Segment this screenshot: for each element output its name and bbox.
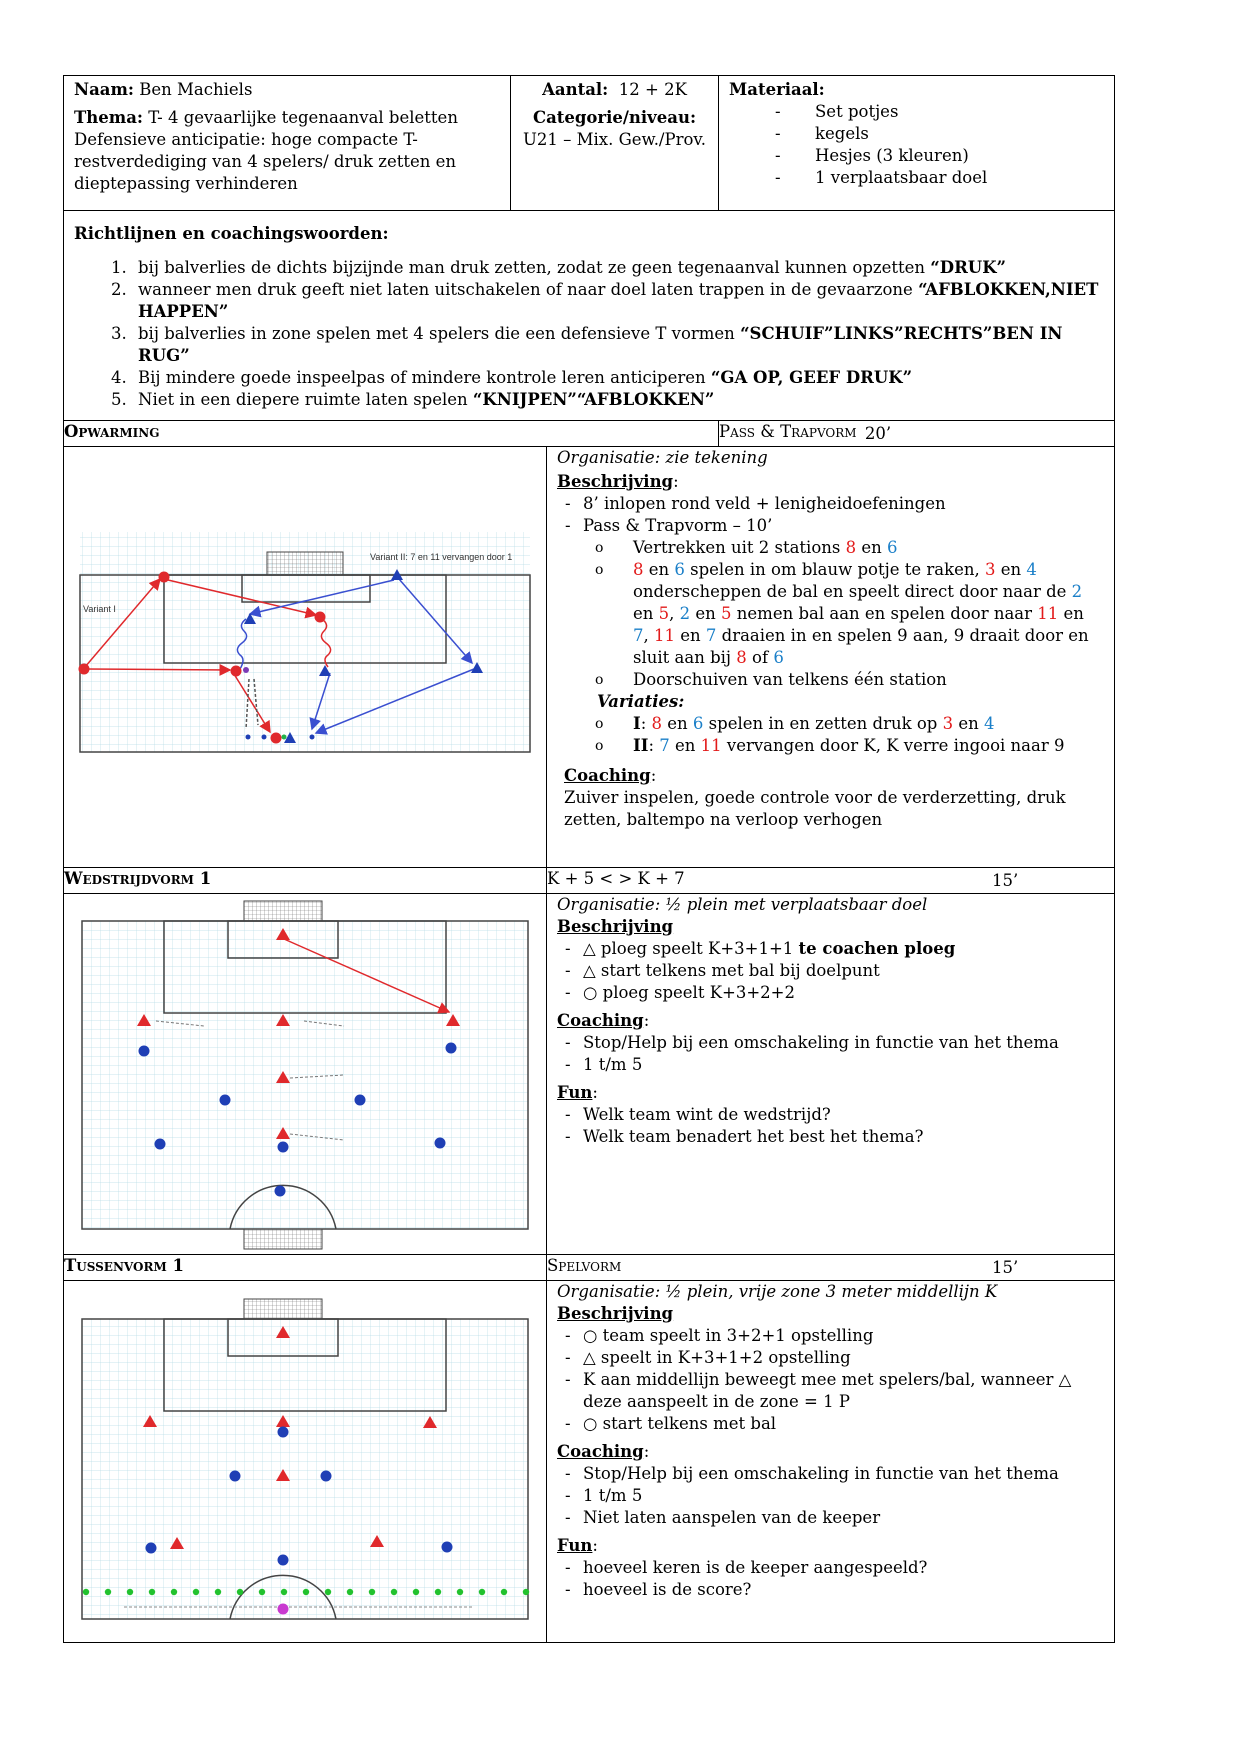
guidelines-cell bbox=[64, 211, 1115, 421]
variaties-list bbox=[557, 713, 1104, 757]
warmup-form: Pass & Trapvorm bbox=[719, 422, 857, 441]
guideline-item bbox=[132, 389, 1104, 411]
materiaal-item: - kegels bbox=[775, 123, 1104, 145]
match1-fun-list bbox=[557, 1104, 1104, 1148]
categorie-label: Categorie/niveau: bbox=[532, 108, 697, 127]
tussen1-coaching-item: - 1 t/m 5 bbox=[565, 1485, 1104, 1507]
guideline-keyword: “AFBLOKKEN,NIET HAPPEN” bbox=[138, 280, 1099, 321]
warmup-subitem: o Vertrekken uit 2 stations 8 en 6 bbox=[595, 537, 1104, 559]
materiaal-item: - Hesjes (3 kleuren) bbox=[775, 145, 1104, 167]
warmup-subitem: o 8 en 6 spelen in om blauw potje te raken, 3 en 4 onderscheppen de bal en speelt direct door naar de 2 en 5, 2 en 5 nemen bal aan en spelen door naar 11 en 7, 11 en 7 draaien in en spelen 9 aan, 9 draait door en sluit aan bij 8 of 6 bbox=[595, 559, 1104, 669]
tussen1-form-cell bbox=[547, 1255, 1115, 1281]
guideline-text: Bij mindere goede inspeelpas of mindere kontrole leren anticiperen bbox=[138, 368, 711, 387]
warmup-coaching-text: Zuiver inspelen, goede controle voor de verderzetting, druk zetten, baltempo na verloop verhogen bbox=[564, 788, 1066, 829]
match1-coaching-item: - Stop/Help bij een omschakeling in functie van het thema bbox=[565, 1032, 1104, 1054]
variatie-item: o II: 7 en 11 vervangen door K, K verre ingooi naar 9 bbox=[595, 735, 1104, 757]
thema-value: T- 4 gevaarlijke tegenaanval beletten Defensieve anticipatie: hoge compacte T-restverdediging van 4 spelers/ druk zetten en dieptepassing verhinderen bbox=[74, 108, 458, 193]
materiaal-label: Materiaal: bbox=[729, 80, 825, 99]
warmup-sublist bbox=[557, 537, 1104, 691]
match1-organisatie: Organisatie: ½ plein met verplaatsbaar doel bbox=[557, 895, 928, 914]
warmup-diagram bbox=[64, 447, 546, 867]
match1-list bbox=[557, 938, 1104, 1004]
cone bbox=[310, 735, 315, 740]
guideline-text: wanneer men druk geeft niet laten uitschakelen of naar doel laten trappen in de gevaarzone bbox=[138, 280, 919, 299]
guideline-item bbox=[132, 257, 1104, 279]
warmup-diagram-cell bbox=[64, 447, 547, 868]
player-red bbox=[315, 612, 326, 623]
tussen1-fun-item: - hoeveel is de score? bbox=[565, 1579, 1104, 1601]
tussen1-organisatie: Organisatie: ½ plein, vrije zone 3 meter middellijn K bbox=[557, 1282, 998, 1301]
match1-title: Wedstrijdvorm 1 bbox=[64, 868, 547, 894]
warmup-coaching-label: Coaching bbox=[564, 766, 651, 785]
session-table bbox=[63, 75, 1115, 447]
tussen1-item: - △ speelt in K+3+1+2 opstelling bbox=[565, 1347, 1104, 1369]
materiaal-item: - 1 verplaatsbaar doel bbox=[775, 167, 1104, 189]
guideline-keyword: “SCHUIF”LINKS”RECHTS”BEN IN RUG” bbox=[138, 324, 1063, 365]
cone bbox=[246, 735, 251, 740]
tussen1-text-cell: Organisatie: ½ plein, vrije zone 3 meter middellijn K Beschrijving - ○ team speelt in 3+2+1 opstelling - △ speelt in K+3+1+2 opstelling - K aan middellijn beweegt mee met spelers/bal, wanneer △ deze aanspeelt in de zone = 1 P - ○ start telkens met bal Coaching: - Stop/Help bij een omschakeling in functie van het thema - 1 t/m 5 - Niet laten aanspelen van de keeper Fun: - hoeveel keren is de keeper aangespeeld? - hoeveel is de score? bbox=[547, 1281, 1115, 1643]
player-red bbox=[231, 666, 242, 677]
materiaal-list bbox=[729, 101, 1104, 189]
warmup-subitem: o Doorschuiven van telkens één station bbox=[595, 669, 1104, 691]
guideline-text: bij balverlies in zone spelen met 4 spelers die een defensieve T vormen bbox=[138, 324, 741, 343]
warmup-text-cell: Organisatie: zie tekening Beschrijving: - 8’ inlopen rond veld + lenigheidoefeningen - Pass & Trapvorm – 10’ o Vertrekken uit 2 stations 8 en 6 o 8 en 6 spelen in om blauw potje te raken, 3 en 4 onderscheppen de bal en speelt direct door naar de 2 en 5, 2 en 5 nemen bal aan en spelen door naar 11 en 7, 11 en 7 draaien in en spelen 9 aan, 9 draait door en sluit aan bij 8 of 6 o Doorschuiven van telkens één station Variaties: o I: 8 en 6 spelen in en zetten druk op 3 en 4 o II: 7 en 11 vervangen door K, K verre ingooi naar 9 Coaching: Zuiver inspelen, goede controle voor de verderzetting, druk zetten, baltempo na verloop verhogen bbox=[547, 447, 1115, 868]
variant2-label: Variant II: 7 en 11 vervangen door 1 bbox=[370, 552, 513, 562]
match1-beschrijving-label: Beschrijving bbox=[557, 917, 674, 936]
tussen1-form: Spelvorm bbox=[547, 1256, 622, 1275]
tussen1-item: - ○ team speelt in 3+2+1 opstelling bbox=[565, 1325, 1104, 1347]
cone bbox=[282, 735, 287, 740]
materiaal-item: - Set potjes bbox=[775, 101, 1104, 123]
tussen1-coaching-item: - Stop/Help bij een omschakeling in functie van het thema bbox=[565, 1463, 1104, 1485]
tussen1-diagram bbox=[64, 1281, 546, 1641]
cone bbox=[262, 735, 267, 740]
warmup-beschrijving-label: Beschrijving bbox=[557, 472, 674, 491]
match1-item: - △ ploeg speelt K+3+1+1 te coachen ploeg bbox=[565, 938, 1104, 960]
match1-item: - △ start telkens met bal bij doelpunt bbox=[565, 960, 1104, 982]
match1-form: K + 5 < > K + 7 bbox=[547, 869, 685, 888]
guideline-item bbox=[132, 279, 1104, 323]
guideline-text: Niet in een diepere ruimte laten spelen bbox=[138, 390, 473, 409]
tussen1-coaching-label: Coaching bbox=[557, 1442, 644, 1461]
guideline-text: bij balverlies de dichts bijzijnde man druk zetten, zodat ze geen tegenaanval kunnen opzetten bbox=[138, 258, 931, 277]
match1-fun-label: Fun bbox=[557, 1083, 593, 1102]
match1-coaching-list bbox=[557, 1032, 1104, 1076]
thema-label: Thema: bbox=[74, 108, 144, 127]
tussen1-diagram-cell bbox=[64, 1281, 547, 1643]
aantal-label: Aantal: bbox=[542, 80, 609, 99]
tussen1-time: 15’ bbox=[992, 1258, 1019, 1277]
naam-value: Ben Machiels bbox=[139, 80, 253, 99]
player-red bbox=[159, 572, 170, 583]
sections-table bbox=[63, 446, 1115, 1643]
match1-coaching-item: - 1 t/m 5 bbox=[565, 1054, 1104, 1076]
match1-coaching-label: Coaching bbox=[557, 1011, 644, 1030]
guidelines-title: Richtlijnen en coachingswoorden: bbox=[74, 224, 389, 243]
variant1-label: Variant I bbox=[83, 604, 116, 614]
warmup-organisatie: Organisatie: zie tekening bbox=[557, 448, 768, 467]
warmup-title: Opwarming bbox=[64, 421, 719, 447]
match1-diagram bbox=[64, 894, 546, 1254]
session-sheet bbox=[63, 75, 1114, 1643]
guideline-keyword: “KNIJPEN”“AFBLOKKEN” bbox=[472, 390, 715, 409]
variaties-label: Variaties: bbox=[597, 692, 685, 711]
guideline-item bbox=[132, 367, 1104, 389]
warmup-item: - Pass & Trapvorm – 10’ bbox=[565, 515, 1104, 537]
tussen1-coaching-list bbox=[557, 1463, 1104, 1529]
player-red bbox=[79, 664, 90, 675]
tussen1-item: - ○ start telkens met bal bbox=[565, 1413, 1104, 1435]
tussen1-coaching-item: - Niet laten aanspelen van de keeper bbox=[565, 1507, 1104, 1529]
tussen1-item: - K aan middellijn beweegt mee met spelers/bal, wanneer △ deze aanspeelt in de zone = 1 P bbox=[565, 1369, 1104, 1413]
info-cell bbox=[64, 76, 511, 211]
tussen1-title: Tussenvorm 1 bbox=[64, 1255, 547, 1281]
player-red bbox=[271, 733, 282, 744]
warmup-list bbox=[557, 493, 1104, 537]
materiaal-cell bbox=[719, 76, 1115, 211]
warmup-item: - 8’ inlopen rond veld + lenigheidoefeningen bbox=[565, 493, 1104, 515]
match1-fun-item: - Welk team wint de wedstrijd? bbox=[565, 1104, 1104, 1126]
warmup-form-cell bbox=[719, 421, 1115, 447]
guideline-item bbox=[132, 323, 1104, 367]
tussen1-fun-label: Fun bbox=[557, 1536, 593, 1555]
guidelines-list bbox=[74, 257, 1104, 411]
categorie-value: U21 – Mix. Gew./Prov. bbox=[522, 130, 707, 149]
match1-fun-item: - Welk team benadert het best het thema? bbox=[565, 1126, 1104, 1148]
match1-time: 15’ bbox=[992, 871, 1019, 890]
aantal-cell bbox=[511, 76, 719, 211]
match1-diagram-cell bbox=[64, 894, 547, 1255]
match1-item: - ○ ploeg speelt K+3+2+2 bbox=[565, 982, 1104, 1004]
tussen1-fun-list bbox=[557, 1557, 1104, 1601]
cone bbox=[243, 667, 249, 673]
match1-text-cell: Organisatie: ½ plein met verplaatsbaar doel Beschrijving - △ ploeg speelt K+3+1+1 te coachen ploeg - △ start telkens met bal bij doelpunt - ○ ploeg speelt K+3+2+2 Coaching: - Stop/Help bij een omschakeling in functie van het thema - 1 t/m 5 Fun: - Welk team wint de wedstrijd? - Welk team benadert het best het thema? bbox=[547, 894, 1115, 1255]
match1-form-cell bbox=[547, 868, 1115, 894]
guideline-keyword: “DRUK” bbox=[930, 258, 1007, 277]
tussen1-beschrijving-label: Beschrijving bbox=[557, 1304, 674, 1323]
guideline-keyword: “GA OP, GEEF DRUK” bbox=[710, 368, 913, 387]
aantal-value: 12 + 2K bbox=[618, 80, 687, 99]
tussen1-list bbox=[557, 1325, 1104, 1435]
variatie-item: o I: 8 en 6 spelen in en zetten druk op 3 en 4 bbox=[595, 713, 1104, 735]
naam-label: Naam: bbox=[74, 80, 135, 99]
tussen1-fun-item: - hoeveel keren is de keeper aangespeeld? bbox=[565, 1557, 1104, 1579]
warmup-time: 20’ bbox=[864, 424, 892, 443]
